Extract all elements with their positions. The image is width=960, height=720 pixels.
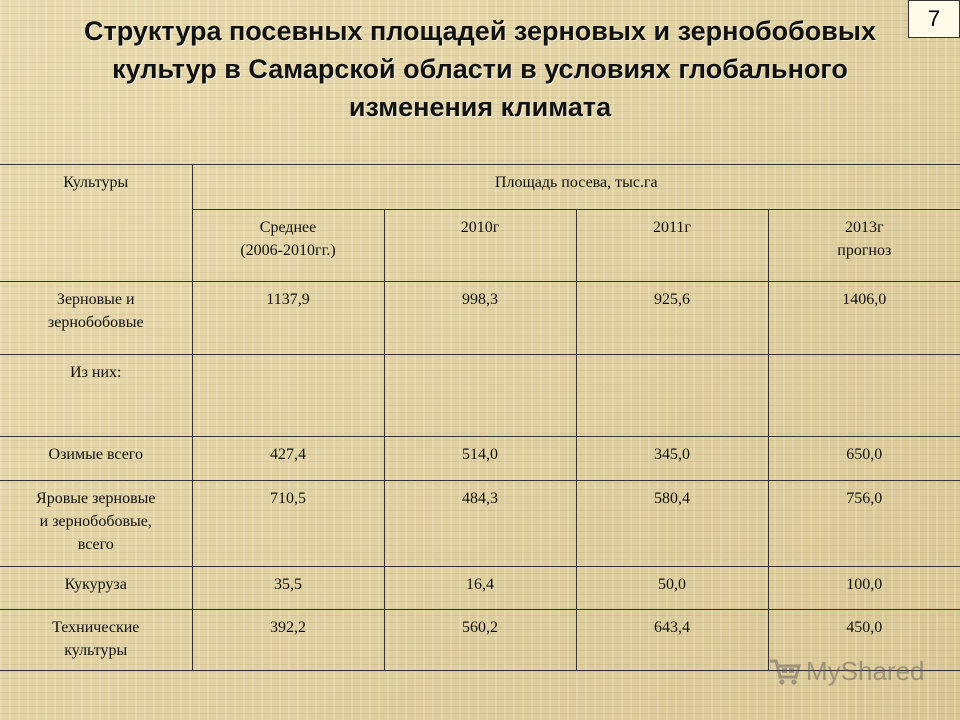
table-header-row: [0, 165, 960, 210]
table-cell: 1406,0: [768, 282, 960, 355]
table-cell: 427,4: [192, 437, 384, 481]
table-cell: [192, 355, 384, 437]
row-label: Яровые зерновые и зернобобовые, всего: [0, 481, 192, 567]
subheader-2010: 2010г: [384, 210, 576, 282]
subheader-average: Среднее (2006-2010гг.): [192, 210, 384, 282]
row-label: Зерновые и зернобобовые: [0, 282, 192, 355]
subheader-2011: 2011г: [576, 210, 768, 282]
table-cell: 450,0: [768, 610, 960, 671]
slide-number: 7: [908, 0, 960, 38]
table-cell: 484,3: [384, 481, 576, 567]
table-cell: 756,0: [768, 481, 960, 567]
table-cell: [576, 355, 768, 437]
watermark-text: MyShared: [806, 656, 925, 686]
table-cell: 580,4: [576, 481, 768, 567]
row-label: Технические культуры: [0, 610, 192, 671]
table-cell: 16,4: [384, 567, 576, 610]
title-line-1: Структура посевных площадей зерновых и зернобобовых: [84, 16, 876, 46]
table-cell: 100,0: [768, 567, 960, 610]
header-area: Площадь посева, тыс.га: [192, 165, 960, 210]
table-cell: 1137,9: [192, 282, 384, 355]
watermark: [768, 656, 925, 687]
table-cell: 998,3: [384, 282, 576, 355]
sowing-area-table: [0, 164, 960, 671]
table-cell: 925,6: [576, 282, 768, 355]
page-title: [0, 12, 960, 126]
table-row: [0, 355, 960, 437]
table-cell: [768, 355, 960, 437]
table-cell: 514,0: [384, 437, 576, 481]
header-crops: Культуры: [0, 165, 192, 282]
table-cell: 345,0: [576, 437, 768, 481]
row-label: Из них:: [0, 355, 192, 437]
table-row: [0, 437, 960, 481]
table-cell: 392,2: [192, 610, 384, 671]
table-cell: [384, 355, 576, 437]
table-cell: 50,0: [576, 567, 768, 610]
subheader-2013-forecast: 2013г прогноз: [768, 210, 960, 282]
table-cell: 35,5: [192, 567, 384, 610]
table-cell: 710,5: [192, 481, 384, 567]
table-cell: 650,0: [768, 437, 960, 481]
row-label: Озимые всего: [0, 437, 192, 481]
row-label: Кукуруза: [0, 567, 192, 610]
table-cell: 643,4: [576, 610, 768, 671]
table-row: [0, 481, 960, 567]
title-line-2: культур в Самарской области в условиях глобального: [112, 54, 848, 84]
table-row: [0, 567, 960, 610]
title-line-3: изменения климата: [348, 92, 612, 122]
table-cell: 560,2: [384, 610, 576, 671]
cart-icon: [768, 657, 802, 687]
table-row: [0, 282, 960, 355]
